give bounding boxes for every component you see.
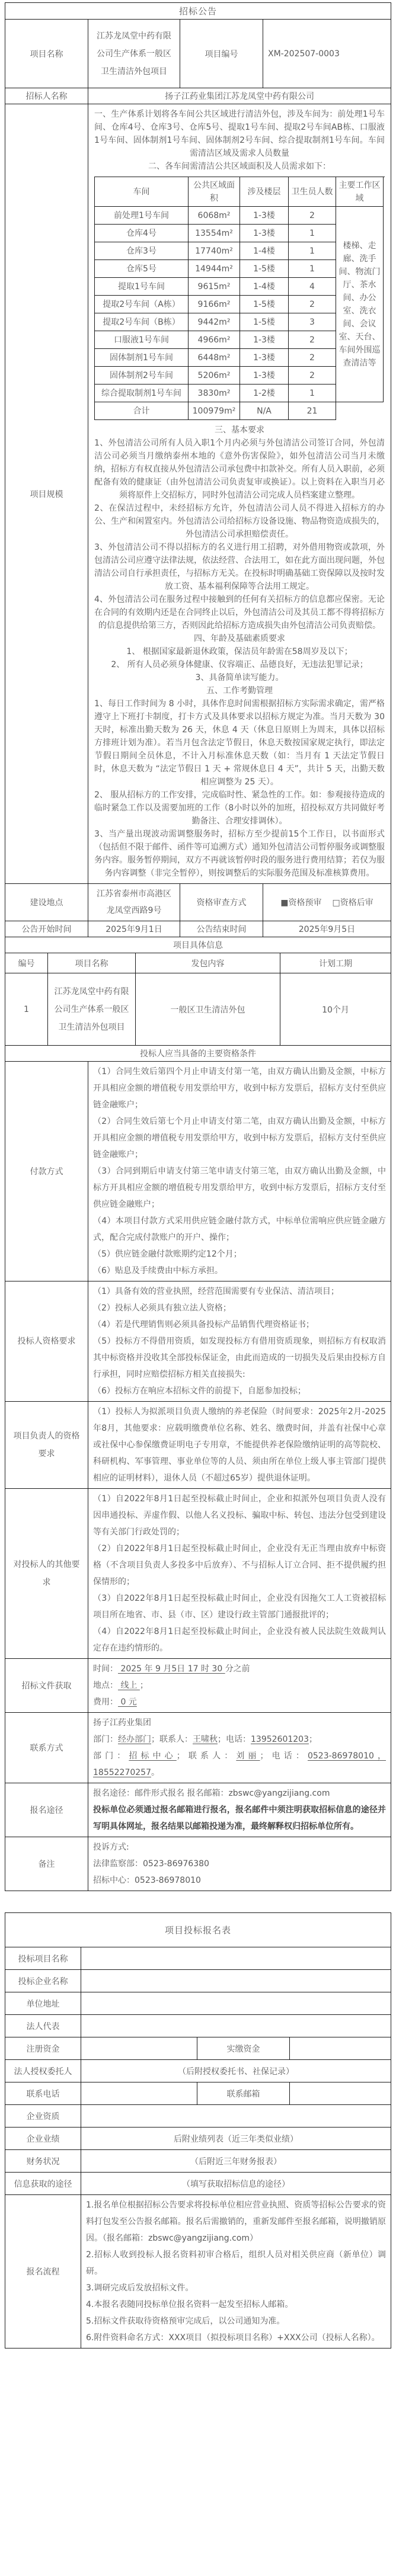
workshop-col-header: 车间: [95, 177, 189, 207]
workshop-total-cell: 21: [289, 402, 336, 420]
workshop-cell: 仓库3号: [95, 242, 189, 260]
manager-qualification-label: 项目负责人的资格要求: [5, 1402, 88, 1489]
scale-attendance-item: 3、当产量出现波动需调整服务时，招标方至少提前15个工作日，以书面形式（包括但不限于邮件、函件等可追溯方式）通知外包清洁公司暂停服务或调整服务内容。服务暂停期间，双方不再就该暂停时段的服务进行费用结算；若仅为服务内容调整（非完全暂停），则按调整后的实际服务范围及标准核算费用。: [94, 829, 385, 878]
location-value: 江苏省泰州市高港区龙凤堂西路9号: [88, 884, 180, 921]
project-info-data-row: [5, 973, 391, 1046]
workshop-main-area-cell: 楼梯、走廊、洗手间、物流门厅、茶水间、办公室、洗衣间、会议室、天台、车间外围巡查清洁等: [336, 207, 384, 402]
signup-channel-row: [5, 1783, 391, 1837]
scale-age-item: 1、 根据国家最新退休政策，保洁员年龄需在58周岁及以下；: [126, 647, 353, 656]
info-col-header: 项目名称: [48, 953, 136, 973]
form-row-address: [5, 1992, 391, 2015]
info-cell-number: 1: [5, 973, 48, 1046]
workshop-col-header: 卫生员人数: [289, 177, 336, 207]
payment-item: （6）贴息及手续费由中标方承担。: [93, 1266, 223, 1276]
workshop-cell: 17740m²: [189, 242, 240, 260]
company-performance-value: 后附业绩列表（近三年类似业绩）: [81, 2128, 391, 2150]
finance-status-value: （后附近三年财务报表）: [81, 2150, 391, 2173]
workshop-cell: 1-5楼: [240, 260, 289, 278]
payment-content: [88, 1062, 391, 1281]
manager-qual-text: （1）投标人为拟派项目负责人缴纳的养老保险（时间要求：2025年2月-2025 年8月，其他要求：应载明缴费单位名称、姓名、缴费时间，并盖有社保中心章或社保中心参保缴费证明电子专用章，不能提供养老保险缴纳证明的高等院校、科研机构、军事管理、事业单位等的人员、须由所在单位上级人事主管部门提供相应的证明材料），退休人员（不超过65岁）提供退休证明。: [93, 1407, 386, 1483]
signup-channel-content: [88, 1783, 391, 1837]
remark-line: 招标中心：0523-86978010: [93, 1876, 201, 1885]
payment-item: （5）供应链金融付款账期约定12个月；: [93, 1249, 242, 1259]
workshop-area-table: [94, 177, 385, 420]
payment-item: （4）本项目付款方式采用供应链金融付款方式，中标单位需响应供应链金融方式，配合完成付款账户的开户、操作；: [93, 1216, 386, 1242]
info-cell-duration: 10个月: [280, 973, 391, 1046]
process-item: 5.招标文件获取待资格预审完成后，以公司通知为准。: [86, 2317, 285, 2326]
contact-line: 部门：经办部门；联系人：王啸秋；电话：13952601203；: [93, 1735, 317, 1744]
workshop-cell: 2: [289, 349, 336, 367]
company-qualification-field: [81, 2105, 391, 2128]
bidder-qual-item: （1）具备有效的营业执照，经营范围需要有专业保洁、清洁项目；: [93, 1287, 339, 1296]
authorized-agent-label: 法人授权委托人: [5, 2060, 81, 2082]
signup-line: 报名途径：邮件形式报名 报名邮箱：zbswc@yangzijiang.com: [93, 1789, 330, 1798]
scale-attendance-item: 1、每日工作时间为 8 小时，具体作息时间需根据招标方实际需求确定，需严格遵守上下班打卡制度，打卡方式及具体要求以招标方规定为准。当月天数为 30 天时，标准出勤天数为 26 天，休息 4 天（休息日原则上为周末，具体以招标方排班计划为准）。若当月包含法定节假日，休息天数按国家规定执行，即法定节假日期间全员休息，不计入月标准休息天数（如：当月有 1 天法定节假日时，休息天数为 “法定节假日 1 天 + 常规休息日 4 天”，共计 5 天，出勤天数相应调整为 25 天）。: [94, 699, 385, 787]
location-label: 建设地点: [5, 884, 88, 921]
payment-item: （3）合同到期后申请支付第三笔申请支付第三笔，由双方确认出勤及金额，中标方开具相应金额的增值税专用发票给甲方，收到中标方发票后，招标方支付至供应链金融账户；: [93, 1167, 386, 1209]
payment-label: 付款方式: [5, 1062, 88, 1281]
workshop-cell: 仓库5号: [95, 260, 189, 278]
manager-qualification-content: [88, 1402, 391, 1489]
form-row-bid-company: [5, 1970, 391, 1992]
payment-row: [5, 1062, 391, 1281]
bidder-qual-item: （5）投标方不得借用资质，如发现投标方有借用资质现象，则招标方有权取消其中标资格并没收其全部投标保证金，由此而造成的一切损失及后果由投标方自行承担，同时应赔偿招标方相关直接损失:: [93, 1337, 386, 1379]
workshop-cell: 4: [289, 278, 336, 296]
info-channel-value: （填写获取招标信息的途径）: [81, 2173, 391, 2195]
contact-label: 联系方式: [5, 1713, 88, 1783]
workshop-cell: 1: [289, 260, 336, 278]
workshop-cell: 3830m²: [189, 385, 240, 402]
company-qualification-label: 企业资质: [5, 2105, 81, 2128]
signup-notice: 投标单位必须通过报名邮箱进行报名，报名邮件中须注明获取招标信息的途径并写明具体网址，报名结果以邮箱投递为准，最终解释权归招标单位所有。: [93, 1805, 386, 1831]
location-row: [5, 884, 391, 921]
obtain-fee-line: 费用： 0 元: [93, 1697, 137, 1707]
workshop-total-cell: N/A: [240, 402, 289, 420]
project-no-label: 项目编号: [180, 20, 263, 88]
announce-start-value: 2025年9月1日: [88, 921, 180, 937]
other-req-item: （3）自2022年8月1日起至投标截止时间止，企业没有因拖欠工人工资被招标项目所在地省、市、县（市、区）建设行政主管部门通报批评的；: [93, 1594, 386, 1620]
process-item: 6.附件资料命名方式：XXX项目（拟投标项目名称）+XXX公司（投标人名称）。: [86, 2333, 380, 2343]
company-address-field: [81, 1992, 391, 2015]
signup-process-content: [81, 2195, 391, 2348]
obtain-time-line: 时间： 2025 年 9 月5日 17 时 30 分之前: [93, 1664, 250, 1674]
workshop-cell: 1-3楼: [240, 225, 289, 242]
info-col-header: 编号: [5, 953, 48, 973]
company-performance-label: 企业业绩: [5, 2128, 81, 2150]
info-cell-content: 一般区卫生清洁外包: [136, 973, 280, 1046]
workshop-col-header: 涉及楼层: [240, 177, 289, 207]
workshop-cell: 1-5楼: [240, 313, 289, 331]
prequalification-checkbox: ■资格预审: [280, 898, 322, 908]
remark-content: [88, 1837, 391, 1891]
scale-attendance-item: 2、 服从招标方的工作安排，完成临时性、紧急性的工作。如：参观接待造成的临时紧急工作以及需要加班的工作（8小时以外的加班，招投标双方共同做好考勤备注、合理安排调休）。: [94, 790, 385, 826]
workshop-col-header: 主要工作区域: [336, 177, 384, 207]
form-title: 项目投标报名表: [5, 1913, 391, 1947]
workshop-cell: 1-3楼: [240, 367, 289, 385]
workshop-cell: 1-3楼: [240, 349, 289, 367]
payment-item: （2）合同生效后第七个月止申请支付第二笔，由双方确认出勤及金额，中标方开具相应金额的增值税专用发票给甲方，收到中标方发票后，招标方支付至供应链金融账户；: [93, 1117, 386, 1159]
workshop-cell: 13554m²: [189, 225, 240, 242]
bidder-qualification-row: [5, 1281, 391, 1402]
workshop-cell: 固体制剂1号车间: [95, 349, 189, 367]
workshop-cell: 9442m²: [189, 313, 240, 331]
scale-section2-title: 二、各车间需清洁公共区域面积及人员需求如下：: [148, 162, 331, 171]
form-row-contact: [5, 2082, 391, 2105]
workshop-cell: 1: [289, 225, 336, 242]
scale-req-item: 3、外包清洁公司不得以招标方的名义进行用工招聘，对外借用物资或款项，外包清洁公司应遵守法律法规，依法经营、合法用工，如在此方面出现问题，外包清洁公司自行承担责任，与招标方无关。在投标时明确基础工资保障以及按时发放工资、基本福利保障等合法用工规定。: [94, 543, 385, 591]
qualification-banner-row: [5, 1046, 391, 1062]
bidder-qual-item: （4）若是代理销售则必须具备投标产品销售代理资格证书；: [93, 1320, 314, 1329]
info-cell-project-name: 江苏龙凤堂中药有限公司生产体系一般区卫生清洁外包项目: [48, 973, 136, 1046]
info-channel-label: 信息获取的途径: [5, 2173, 81, 2195]
workshop-cell: 6448m²: [189, 349, 240, 367]
announce-end-label: 公告结束时间: [180, 921, 263, 937]
workshop-cell: 6068m²: [189, 207, 240, 225]
contact-phone-label: 联系电话: [5, 2082, 81, 2105]
tenderer-value: 扬子江药业集团江苏龙凤堂中药有限公司: [88, 88, 391, 104]
form-row-legal-rep: [5, 2015, 391, 2037]
workshop-col-header: 公共区域面积: [189, 177, 240, 207]
contact-company: 扬子江药业集团: [93, 1718, 151, 1728]
form-title-row: [5, 1913, 391, 1947]
workshop-total-cell: 100979m²: [189, 402, 240, 420]
workshop-cell: 2: [289, 207, 336, 225]
bidder-qualification-content: [88, 1281, 391, 1402]
authorized-agent-value: （后附授权委托书、社保记录）: [81, 2060, 391, 2082]
process-item: 3.调研完成后发放招标文件。: [86, 2283, 194, 2293]
workshop-cell: 9615m²: [189, 278, 240, 296]
registered-capital-field: [81, 2037, 197, 2060]
workshop-cell: 9166m²: [189, 296, 240, 313]
manager-qualification-row: [5, 1402, 391, 1489]
workshop-cell: 仓库4号: [95, 225, 189, 242]
tenderer-label: 招标人名称: [5, 88, 88, 104]
project-name-row: [5, 20, 391, 88]
other-req-item: （2）自2022年8月1日起至投标截止时间止，企业没有无正当理由放弃中标资格（不含项目负责人多投多中后放弃）、不与招标人订立合同、拒不提供履约担保情形的；: [93, 1544, 386, 1587]
form-row-performance: [5, 2128, 391, 2150]
workshop-cell: 2: [289, 367, 336, 385]
obtain-place-line: 地点： 线上 ；: [93, 1681, 148, 1690]
document-title: 招标公告: [5, 3, 391, 20]
document-obtain-label: 招标文件获取: [5, 1659, 88, 1713]
project-scale-content: [88, 104, 391, 884]
bid-company-name-field: [81, 1970, 391, 1992]
contact-email-field: [290, 2082, 391, 2105]
qualification-review-value: [263, 884, 391, 921]
workshop-cell: 前处理1号车间: [95, 207, 189, 225]
other-req-item: （1）自2022年8月1日起至投标截止时间止，企业和拟派外包项目负责人没有因串通投标、弄虚作假、以他人名义投标、骗取中标、转包、违法分包受到建设等有关部门行政处罚的；: [93, 1494, 386, 1537]
scale-req-item: 2、在保洁过程中，未经招标方允许，外包清洁公司人员不得进入招标方的办公、生产和闲置室内。外包清洁公司给招标方设备设施、物品物资造成损失的，外包清洁公司承担赔偿责任。: [94, 504, 385, 539]
announce-start-label: 公告开始时间: [5, 921, 88, 937]
qualification-review-label: 资格审查方式: [180, 884, 263, 921]
scale-age-item: 2、 所有人员必须身体健康、仪容端正、品德良好，无违法犯罪记录；: [111, 660, 368, 669]
bidder-qual-item: （2）投标人必须具有独立法人资格；: [93, 1303, 231, 1313]
contact-row: [5, 1713, 391, 1783]
tenderer-row: [5, 88, 391, 104]
registration-form-table: [5, 1912, 391, 2348]
workshop-cell: 1-3楼: [240, 331, 289, 349]
scale-section3-title: 三、基本要求: [215, 425, 264, 435]
scale-section5-title: 五、工作考勤管理: [206, 686, 273, 696]
workshop-cell: 2: [289, 331, 336, 349]
announcement-table: [5, 2, 391, 1891]
contact-content: [88, 1713, 391, 1783]
project-name-value: 江苏龙凤堂中药有限公司生产体系一般区卫生清洁外包项目: [88, 20, 180, 88]
scale-req-item: 4、外包清洁公司在服务过程中接触到的任何有关招标方的信息都应保密。无论在合同的有效期内还是在合同终止以后，外包清洁公司及其员工都不得将招标方的信息提供给第三方，否则因此给招标方造成损失由外包清洁公司负责赔偿。: [94, 595, 385, 630]
workshop-cell: 1-2楼: [240, 385, 289, 402]
announcement-period-row: [5, 921, 391, 937]
legal-rep-label: 法人代表: [5, 2015, 81, 2037]
workshop-cell: 提取2号车间（B栋）: [95, 313, 189, 331]
other-requirements-row: [5, 1489, 391, 1659]
project-scale-row: [5, 104, 391, 884]
project-scale-label: 项目规模: [5, 104, 88, 884]
workshop-cell: 提取2号车间（A栋）: [95, 296, 189, 313]
contact-email-label: 联系邮箱: [197, 2082, 290, 2105]
workshop-cell: 5206m²: [189, 367, 240, 385]
signup-channel-label: 报名途径: [5, 1783, 88, 1837]
scale-intro: 一、生产体系计划将各车间公共区域进行清洁外包，涉及车间为：前处理1号车间、仓库4号、仓库3号、仓库5号、提取1号车间、提取2号车间AB栋、口服液1号车间、固体制剂1号车间、固体制剂2号车间、综合提取制剂1号车间。车间需清洁区域及需求人员数量: [94, 110, 385, 158]
signup-process-label: 报名流程: [5, 2195, 81, 2348]
form-row-process: [5, 2195, 391, 2348]
document-obtain-row: [5, 1659, 391, 1713]
other-requirements-content: [88, 1489, 391, 1659]
bid-project-name-field: [81, 1947, 391, 1970]
form-row-qualification: [5, 2105, 391, 2128]
bidder-qualification-label: 投标人资格要求: [5, 1281, 88, 1402]
paid-capital-field: [290, 2037, 391, 2060]
project-info-banner-row: [5, 937, 391, 953]
project-info-banner: 项目具体信息: [5, 937, 391, 953]
announce-end-value: 2025年9月5日: [263, 921, 391, 937]
form-row-info-channel: [5, 2173, 391, 2195]
registered-capital-label: 注册资金: [5, 2037, 81, 2060]
legal-rep-field: [81, 2015, 391, 2037]
workshop-cell: 提取1号车间: [95, 278, 189, 296]
form-row-capital: [5, 2037, 391, 2060]
postqualification-checkbox: □资格后审: [332, 898, 373, 908]
workshop-cell: 1-4楼: [240, 242, 289, 260]
workshop-cell: 口服液1号车间: [95, 331, 189, 349]
info-col-header: 发包内容: [136, 953, 280, 973]
contact-line: 部门：招标中心；联系人：刘丽；电话：0523-86978010， 18552270257。: [93, 1751, 387, 1777]
remark-row: [5, 1837, 391, 1891]
finance-status-label: 财务状况: [5, 2150, 81, 2173]
process-item: 4.本报名表随同投标单位报名资料一起发至招标人邮箱。: [86, 2300, 293, 2309]
bidder-qual-item: （6）投标方在响应本招标文件的前提下，自愿参加投标；: [93, 1386, 306, 1396]
other-req-item: （4）自2022年8月1日起至投标截止时间止，企业没有被人民法院生效裁判认定存在违约情形的。: [93, 1627, 386, 1653]
paid-capital-label: 实缴资金: [197, 2037, 290, 2060]
workshop-cell: 1-4楼: [240, 278, 289, 296]
bid-project-name-label: 投标项目名称: [5, 1947, 81, 1970]
scale-age-item: 3、具备简单读写能力。: [195, 673, 284, 683]
project-info-header-row: [5, 953, 391, 973]
contact-phone-field: [81, 2082, 197, 2105]
workshop-cell: 固体制剂2号车间: [95, 367, 189, 385]
qualification-banner: 投标人应当具备的主要资格条件: [5, 1046, 391, 1062]
table-gap: [5, 1891, 391, 1912]
workshop-total-cell: 合计: [95, 402, 189, 420]
process-item: 1.报名单位根据招标公告要求将投标单位相应营业执照、资质等招标公告要求的资料打包发至公告报名邮箱。报名后需撤销的，重新发邮件至报名邮箱，说明撤销原因。（报名邮箱：zbswc@yangzijiang.com）: [86, 2200, 386, 2243]
workshop-cell: 1: [289, 385, 336, 402]
remark-line: 法律监察部：0523-86976380: [93, 1859, 209, 1869]
document-obtain-content: [88, 1659, 391, 1713]
remark-line: 投诉方式:: [93, 1843, 129, 1852]
workshop-cell: 14944m²: [189, 260, 240, 278]
workshop-cell: 4966m²: [189, 331, 240, 349]
info-col-header: 计划工期: [280, 953, 391, 973]
process-item: 2.招标人收到投标人报名资料初审合格后，组织人员对相关供应商（新单位）调研。: [86, 2250, 386, 2276]
bid-company-name-label: 投标企业名称: [5, 1970, 81, 1992]
other-requirements-label: 对投标人的其他要求: [5, 1489, 88, 1659]
workshop-cell: 1-5楼: [240, 296, 289, 313]
project-no-value: XM-202507-0003: [263, 20, 391, 88]
payment-item: （1）合同生效后第四个月止申请支付第一笔，由双方确认出勤及金额，中标方开具相应金额的增值税专用发票给甲方，收到中标方发票后，招标方支付至供应链金融账户；: [93, 1067, 386, 1110]
workshop-cell: 综合提取制剂1号车间: [95, 385, 189, 402]
form-row-bid-project: [5, 1947, 391, 1970]
workshop-cell: 2: [289, 296, 336, 313]
scale-req-item: 1、外包清洁公司所有人员入职1个月内必须与外包清洁公司签订合同，外包清洁公司必须当月缴纳泰州本地的《意外伤害保险》，如外包清洁公司当月未缴纳，招标方有权直接从外包清洁公司承包费中扣款补交。所有人员入职前，必须配备有效的健康证（由外包清洁公司负责复审或换证）。以上资料在入职当月必须将原件上交招标方，同时外包清洁公司完成人员档案建立整理。: [94, 438, 385, 500]
form-row-finance: [5, 2150, 391, 2173]
workshop-cell: 1-3楼: [240, 207, 289, 225]
scale-section4-title: 四、年龄及基础素质要求: [194, 634, 285, 643]
remark-label: 备注: [5, 1837, 88, 1891]
project-name-label: 项目名称: [5, 20, 88, 88]
company-address-label: 单位地址: [5, 1992, 81, 2015]
workshop-cell: 1: [289, 242, 336, 260]
form-row-authorized: [5, 2060, 391, 2082]
title-row: [5, 3, 391, 20]
workshop-cell: 3: [289, 313, 336, 331]
